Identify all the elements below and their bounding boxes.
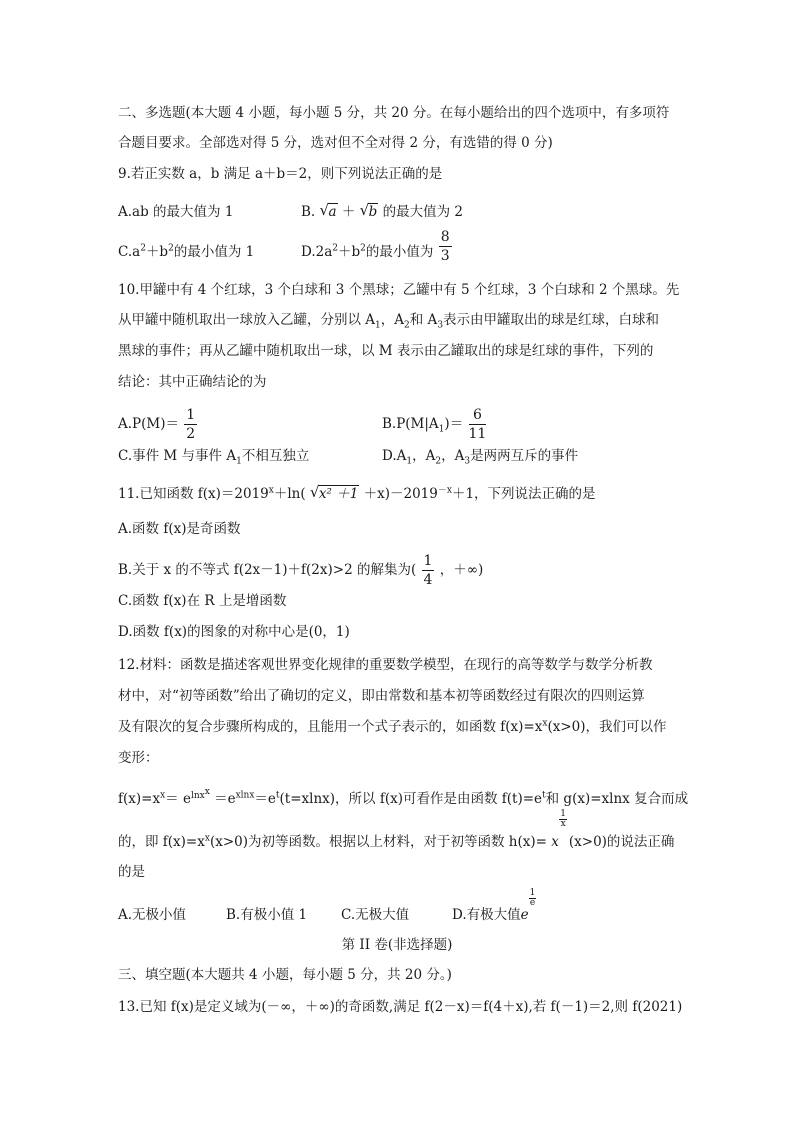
- q12-line6: 的，即 $f(x)=x^x(x>0)$为初等函数。根据以上材料，对于初等函数 h(x)= x 1 x (x>0)的说法正确: [118, 809, 675, 850]
- fraction-1-4: $\frac{1}{4}$: [423, 553, 433, 588]
- q12-line3: 及有限次的复合步骤所构成的，且能用一个式子表示的，如函数 $f(x)=x^x(x>0)$，我们可以作: [118, 718, 667, 735]
- q9-option-d: $D.2a^2+b^2$的最小值为 $\frac{8}{3}$: [301, 229, 450, 264]
- q13-line1: 13.已知 f(x)是定义域为(－∞，＋∞)的奇函数,满足 f(2－x)＝f(4＋x),若 f(－1)＝2,则 f(2021): [118, 999, 683, 1015]
- q9-option-b: B. √ a ＋ √ b 的最大值为 2: [301, 202, 463, 222]
- q12-line2: 材中，对“初等函数”给出了确切的定义，即由常数和基本初等函数经过有限次的四则运算: [118, 688, 645, 704]
- q12-line7: 的是: [118, 864, 145, 880]
- q10-option-b: $B.P(M|A_1)=$ $\frac{6}{11}$: [382, 407, 487, 442]
- q11-option-d: D.函数 f(x)的图象的对称中心是(0，1): [118, 624, 350, 640]
- q12-line1: 12.材料：函数是描述客观世界变化规律的重要数学模型，在现行的高等数学与数学分析教: [118, 657, 653, 673]
- q10-option-a: A.P(M)＝ $\frac{1}{2}$: [118, 407, 196, 442]
- fraction-8-3: $\frac{8}{3}$: [440, 229, 450, 264]
- q12-option-d: D.有极大值e 1 e: [452, 888, 536, 923]
- q10-option-c: C.事件 M 与事件 $A_1$不相互独立: [118, 448, 310, 467]
- x-power-1-over-x: x 1 x: [551, 809, 566, 850]
- q12-option-a: A.无极小值: [118, 907, 187, 923]
- e-power-1-over-e: e 1 e: [520, 888, 536, 923]
- sqrt-x2-plus-1: √ x² ＋1: [310, 484, 359, 504]
- q12-line5: $f(x)=x^x= e^{lnx^x} =e^{xlnx}=e^t(t=xlnx)$，所以 f(x)可看作是由函数 $f(t)=e^t$和 g(x)=xlnx 复合而成: [118, 786, 689, 807]
- q12-line4: 变形：: [118, 750, 159, 766]
- sqrt-a: √ a: [320, 202, 338, 222]
- q11-stem: 11.已知函数 $f(x)=2019^x+\ln$( √ $x^2 +1 +x)-2019^{-x}+1$，下列说法正确的是: [118, 484, 596, 504]
- q9-option-c: $C.a^2+b^2$的最小值为 1: [118, 243, 255, 260]
- q10-option-d: $D.A_1$，$A_2$，$A_3$是两两互斥的事件: [382, 448, 579, 467]
- q11-option-b: B.关于 x 的不等式 f(2x－1)＋f(2x)>2 的解集为( $\frac{1}{4}$ ，＋∞): [118, 553, 484, 588]
- fraction-1-2: $\frac{1}{2}$: [186, 407, 196, 442]
- q11-option-a: A.函数 f(x)是奇函数: [118, 521, 241, 537]
- part2-title: 第 II 卷(非选择题): [341, 937, 453, 953]
- q10-line1: 10.甲罐中有 4 个红球，3 个白球和 3 个黑球；乙罐中有 5 个红球，3 个白球和 2 个黑球。先: [118, 282, 680, 298]
- q9-option-a: A.ab 的最大值为 1: [118, 204, 234, 220]
- q12-option-b: B.有极小值 1: [226, 907, 308, 923]
- fraction-6-11: $\frac{6}{11}$: [468, 407, 487, 442]
- q10-line4: 结论：其中正确结论的为: [118, 374, 267, 390]
- q12-option-c: C.无极大值: [341, 907, 410, 923]
- section2-heading-line2: 合题目要求。全部选对得 5 分，选对但不全对得 2 分，有选错的得 0 分): [118, 135, 553, 151]
- section2-heading-line1: 二、多选题(本大题 4 小题，每小题 5 分，共 20 分。在每小题给出的四个选项中，有多项符: [118, 105, 670, 121]
- section3-heading: 三、填空题(本大题共 4 小题，每小题 5 分，共 20 分。): [118, 967, 452, 983]
- q10-line3: 黑球的事件；再从乙罐中随机取出一球，以 M 表示由乙罐取出的球是红球的事件，下列的: [118, 343, 654, 359]
- q10-line2: 从甲罐中随机取出一球放入乙罐，分别以 $A_1$，$A_2$和 $A_3$表示由甲罐取出的球是红球，白球和: [118, 312, 660, 331]
- q11-option-c: C.函数 f(x)在 R 上是增函数: [118, 593, 287, 609]
- sqrt-b: √ b: [360, 202, 379, 222]
- q9-stem: 9.若正实数 a，b 满足 a＋b＝2，则下列说法正确的是: [118, 166, 443, 182]
